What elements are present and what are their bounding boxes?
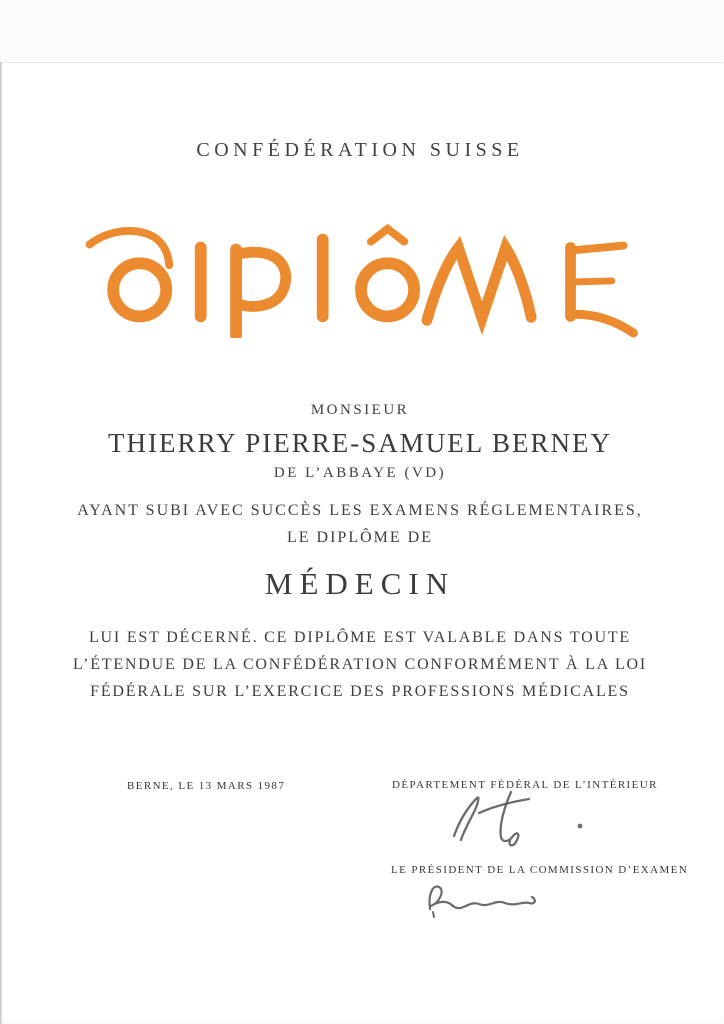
signature-federal-department (432, 786, 592, 848)
confederation-title: CONFÉDÉRATION SUISSE (196, 139, 524, 161)
decree-paragraph (0, 624, 720, 705)
authority-commission-president: LE PRÉSIDENT DE LA COMMISSION D’EXAMEN (391, 864, 689, 876)
salutation: MONSIEUR (310, 402, 410, 418)
place-date: BERNE, LE 13 MARS 1987 (127, 780, 286, 792)
recipient-origin: DE L’ABBAYE (VD) (273, 465, 447, 481)
decree-line-3: FÉDÉRALE SUR L’EXERCICE DES PROFESSIONS MÉDICALES (90, 683, 630, 700)
authority-federal-department: DÉPARTEMENT FÉDÉRAL DE L’INTÉRIEUR (392, 779, 658, 791)
decree-line-1: LUI EST DÉCERNÉ. CE DIPLÔME EST VALABLE DANS TOUTE (88, 629, 631, 646)
diplome-wordmark-lettering (86, 218, 638, 338)
statement-line-2: LE DIPLÔME DE (287, 529, 433, 546)
diplome-wordmark (0, 218, 724, 343)
degree-title: MÉDECIN (264, 566, 456, 601)
recipient-name: THIERRY PIERRE-SAMUEL BERNEY (107, 428, 612, 458)
signature-commission-president (418, 878, 550, 920)
decree-line-2: L’ÉTENDUE DE LA CONFÉDÉRATION CONFORMÉMENT À LA LOI (72, 656, 647, 673)
statement-line-1: AYANT SUBI AVEC SUCCÈS LES EXAMENS RÉGLEMENTAIRES, (77, 502, 643, 519)
